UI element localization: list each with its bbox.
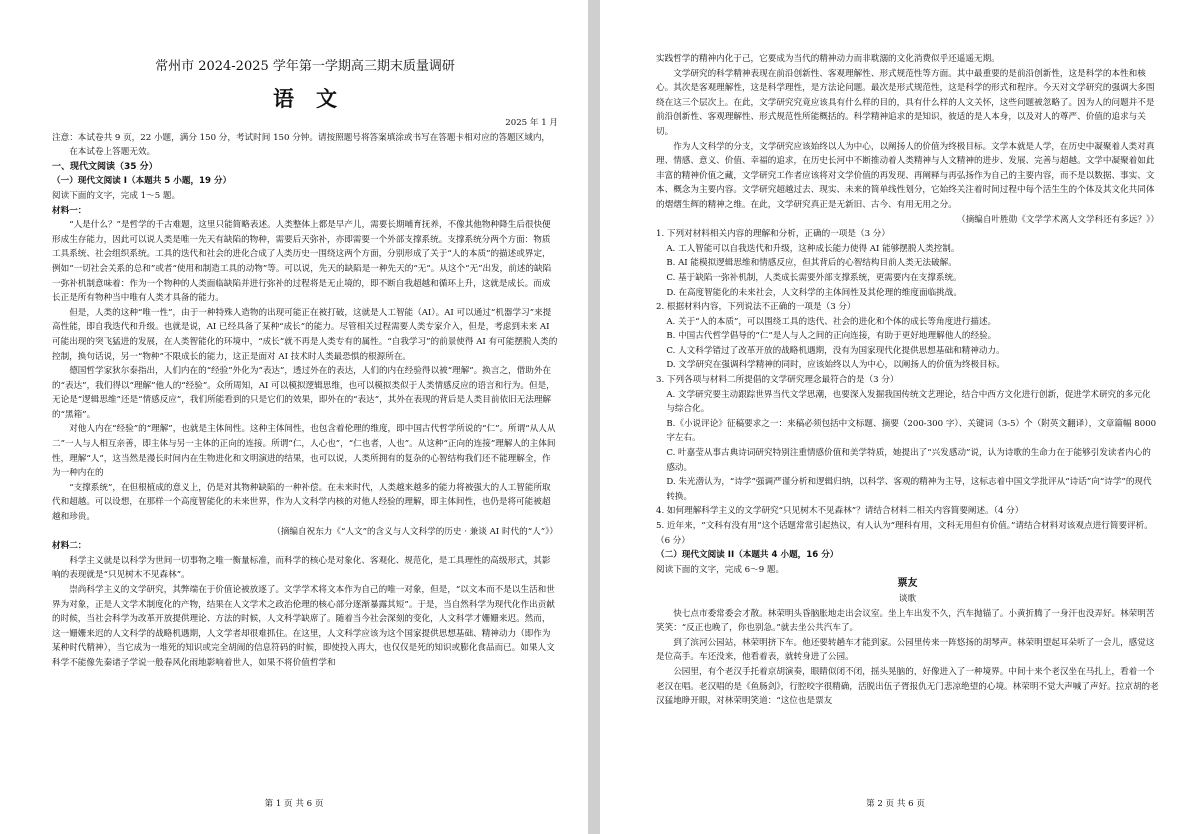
- paragraph: 公园里，有个老汉手托着京胡演奏，眼睛似闭不闭，摇头晃脑的，好像进入了一种境界。中间十来个老汉坐在马扎上，看着一个老汉在唱。老汉唱的是《鱼肠剑》，行腔咬字很精确，活脱出伍子胥报仇无门悲凉绝望的心境。林荣明不觉大声喊了声好。拉京胡的老汉猛地睁开眼，对林荣明笑道：“这位也是票友: [656, 666, 1159, 707]
- subsection-heading: （二）现代文阅读 II（本题共 4 小题，16 分）: [656, 550, 839, 561]
- paragraph: 到了滨河公园站，林荣明挤下车。他还要转趟车才能到家。公园里传来一阵悠扬的胡琴声。林荣明望起耳朵听了一会儿，感觉这是位高手。车还没来，他看着表，就转身进了公园。: [656, 637, 1155, 663]
- answer-option: B.《小说评论》征稿要求之一：来稿必须包括中文标题、摘要（200-300 字）、关键词（3-5）个（附英文翻译），文章篇幅 8000 字左右。: [666, 418, 1157, 444]
- material-label: 材料二：: [52, 541, 87, 552]
- answer-option: D. 在高度智能化的未来社会，人文科学的主体间性及其伦理的维度面临挑战。: [666, 287, 962, 298]
- section-heading: 一、现代文阅读（35 分）: [52, 161, 158, 172]
- story-author: 谈歌: [898, 593, 917, 604]
- subsection-heading: （一）现代文阅读 I（本题共 5 小题，19 分）: [52, 176, 232, 187]
- answer-option: A. 关于“人的本质”，可以围绕工具的迭代、社会的进化和个体的成长等角度进行描述。: [666, 316, 997, 327]
- exam-date: 2025 年 1 月: [505, 118, 558, 128]
- page-divider: [588, 0, 600, 834]
- paragraph: 但是，人类的这种“唯一性”，由于一种特殊人造物的出现可能正在被打破，这就是人工智能（AI）。AI 可以通过“机器学习”来提高性能，即自我迭代和升级。也就是说，AI 已经具备了某种“成长”的能力。尽管相关过程需要人类专家介入，但是，考虑到未来 AI 可能出现的突飞猛进的发展，在人类智能化的环境中，“成长”就不再是人类专有的属性。“自我学习”的前景使得 AI 有可能摆脱人类的控制，换句话说，另一“物种”不限成长的能力，这正是面对 AI 技术时人类最恐惧的根源所在。: [52, 307, 558, 362]
- question-stem: 1. 下列对材料相关内容的理解和分析，正确的一项是（3 分）: [656, 229, 890, 240]
- paragraph: 实践哲学的精神内化于己，它要成为当代的精神动力而非耽溺的文化消费似乎还遥遥无期。: [656, 54, 1000, 64]
- subject-title: 语文: [273, 86, 359, 111]
- answer-option: A. 文学研究要主动跟踪世界当代文学思潮，也要深入发掘我国传统文艺理论，结合中西方文化进行创新，促进学术研究的多元化与综合化。: [666, 389, 1151, 415]
- answer-option: A. 工人智能可以自我迭代和升级，这种成长能力使得 AI 能够摆脱人类控制。: [666, 243, 960, 254]
- exam-title: 常州市 2024-2025 学年第一学期高三期末质量调研: [155, 59, 455, 74]
- exam-notice: 注意：本试卷共 9 页，22 小题，满分 150 分，考试时间 150 分钟。请按照题号将答案填涂或书写在答题卡相对应的答题区域内，在本试卷上答题无效。: [52, 132, 551, 158]
- question-stem: 3. 下列各项与材料二所提倡的文学研究理念最符合的是（3 分）: [656, 375, 899, 386]
- answer-option: C. 基于缺陷一弥补机制，人类成长需要外部支撑系统，更需要内在支撑系统。: [666, 272, 962, 283]
- story-title: 票友: [897, 578, 918, 590]
- answer-option: B. 中国古代哲学倡导的“仁”是人与人之间的正向连接，有助于更好地理解他人的经验。: [666, 331, 997, 342]
- instruction-text: 阅读下面的文字，完成 1～5 题。: [52, 190, 181, 201]
- paragraph: 对他人内在“经验”的“理解”，也就是主体间性。这种主体间性，也包含着伦理的维度，即中国古代哲学所说的“仁”。所谓“从人从二”一人与人相互亲善，即主体与另一主体的正向的连接。所谓“仁，人心也”，“仁也者，人也”。从这种“正向的连接”理解人的主体间性，理解“人”，这当然是漫长时间内在生物进化和文明演进的结果，也可以说，人类所拥有的复杂的心智结构我们还不能理解全，作为一种内在的: [52, 424, 556, 479]
- exam-page-2: [600, 0, 1191, 834]
- question-4: 4. 如何理解科学主义的文学研究“只见树木不见森林”？请结合材料二相关内容简要阐述。（4 分）: [656, 506, 1024, 517]
- source-citation: （摘编自祝东力《“人文”的含义与人文科学的历史 · 兼谈 AI 时代的“人”》）: [272, 526, 558, 537]
- answer-option: D. 朱光潜认为，“诗学”强调严谨分析和逻辑归纳，以科学、客观的精神为主导，这标志着中国文学批评从“诗话”向“诗学”的现代转换。: [666, 477, 1152, 502]
- paragraph: 快七点市委常委会才散。林荣明头昏脑胀地走出会议室。坐上车出发不久，汽车抛锚了。小黄折腾了一身汗也没弄好。林荣明苦笑笑：“反正也晚了，你也别急。”就去坐公共汽车了。: [656, 608, 1155, 634]
- answer-option: D. 文学研究在强调科学精神的同时，应该始终以人为中心，以阐扬人的价值为终极目标。: [666, 360, 1005, 371]
- question-1: [656, 227, 1159, 300]
- answer-option: C. 叶嘉莹从事古典诗词研究特别注重情感价值和美学特质，她提出了“兴发感动”说，认为诗歌的生命力在于能够引发读者内心的感动。: [666, 448, 1151, 473]
- question-3: [656, 373, 1159, 504]
- paragraph: 作为人文科学的分支，文学研究应该始终以人为中心，以阐扬人的价值为终极目标。文学本就是人学，在历史中凝聚着人类对真理、情感、意义、价值、幸福的追求，在历史长河中不断推动着人类精神与人文精神的进步、发展、完善与超越。文学中凝聚着如此丰富的精神价值之藏，文学研究工作者应该将对文学价值的再发现、再阐释与再弘扬作为自己的主要内容，而不是以数据、事实、文本、概念为主要内容。文学研究超越过去、现实、未来的简单线性划分，它始终关注着时间过程中每个活生生的个体及其文化共同体的熠熠生辉的精神之维。在此，文学研究真正是无新旧、古今、有用无用之分。: [656, 141, 1155, 210]
- question-5: 5. 近年来，“文科有没有用”这个话题常常引起热议，有人认为“理科有用，文科无用但有价值。”请结合材料对该观点进行简要评析。（6 分）: [656, 521, 1153, 546]
- paragraph: 文学研究的科学精神表现在前沿创新性、客观理解性、形式规范性等方面。其中最重要的是前沿创新性，这是科学的本性和核心。其次是客观理解性，这是科学理性，是方法论问题。最次是形式规范性，这是科学的形式和程序。今天对文学研究的强调大多围绕在这三个层次上。在此，文学研究究竟应该具有什么样的目的，具有什么样的人文关怀，这些问题被忽略了。因为人的问题并不是前沿创新性、客观理解性、形式规范性所能概括的。科学精神追求的是知识，彼适的是人本身，以及对人的尊严、价值的追求与关切。: [656, 68, 1155, 137]
- answer-option: C. 人文科学错过了改革开放的战略机遇期，没有为国家现代化提供思想基础和精神动力。: [666, 345, 1005, 356]
- source-citation: （摘编自叶胜勋《文学学术离人文学科还有多远？》）: [957, 214, 1159, 225]
- page-footer: 第 1 页 共 6 页: [264, 799, 324, 810]
- paragraph: 崇尚科学主义的文学研究，其弊端在于价值论被放逐了。文学学术将文本作为自己的唯一对象，但是，“以文本而不是以生活和世界为对象，正是人文学术制度化的产物，结果在人文学术之政治伦理的核心部分逐渐暴露其短”。于是，当自然科学为现代化作出贡献的时候，当社会科学为改革开放提供理论、方法的时候，人文科学缺席了。随着当今社会深刻的变化，人文科学才姗姗来迟。然而，这一姗姗来迟的人文科学的战略机遇期，人文学者却很难抓住。在这里，人文科学应该为这个国家提供思想基础、精神动力（即作为某种时代精神），当它成为一堆死的知识或完全胡闹的信息符码的时候，即使投入再大，也仅仅是死的知识或膨化食品而已。如果人文科学不能像先秦诸子学说一般春风化雨地影响着世人，如果不将价值哲学和: [52, 585, 555, 668]
- page-footer: 第 2 页 共 6 页: [866, 799, 925, 810]
- answer-option: B. AI 能模拟逻辑思维和情感反应，但其背后的心智结构目前人类无法破解。: [666, 258, 957, 269]
- instruction-text: 阅读下面的文字，完成 6～9 题。: [656, 564, 785, 575]
- question-stem: 2. 根据材料内容，下列说法不正确的一项是（3 分）: [656, 302, 856, 313]
- question-2: [656, 300, 1159, 373]
- exam-page-1: [0, 0, 588, 834]
- paragraph: 德国哲学家狄尔泰指出，人们内在的“经验”外化为“表达”，透过外在的表达，人们的内在经验得以被“理解”。换言之，借助外在的“表达”，我们得以“理解”他人的“经验”。众所周知，AI 可以模拟逻辑思维，也可以模拟类似于人类情感反应的语言和行为。但是，无论是“逻辑思维”还是“情感反应”，我们所能看到的只是它们的效果，即外在的“表达”，其外在表现的背后是人类目前依旧无法理解的“黑箱”。: [52, 366, 555, 420]
- paragraph: 科学主义就是以科学为世间一切事物之唯一衡量标准，而科学的核心是对象化、客观化、规范化，是工具理性的高级形式，其影响的表现就是“只见树木不见森林”。: [52, 555, 551, 581]
- material-label: 材料一：: [52, 205, 87, 216]
- paragraph: “人是什么？”是哲学的千古难题，这里只能简略表述。人类整体上都是早产儿，需要长期哺育抚养，不像其他物种降生后很快便形成生存能力，因此可以说人类是唯一先天有缺陷的物种，需要后天弥补，亦即需要一个外部支撑系统。支撑系统分两个方面：物质工具系统、社会组织系统。工具的迭代和社会的进化合成了人类历史一围绕这两个方面，分别形成了关于“人的本质”的描述或界定，例如“一切社会关系的总和”或者“使用和制造工具的动物”等。可以说，先天的缺陷是一种先天的“无”。从这个“无”出发，前述的缺陷一弥补机制意味着：作为一个物种的人类面临缺陷并进行弥补的过程将是无止境的，即不断自我超越和循环上升，这就是成长。而成长正是所有物种当中唯有人类才具备的能力。: [52, 220, 552, 304]
- paragraph: “支撑系统”，在但根植成的意义上，仍是对其物种缺陷的一种补偿。在未来时代，人类越来越多的能力将被强大的人工智能所取代和超越。可以设想，在那样一个高度智能化的未来世界，作为人文科学内核的对他人经验的理解，即主体间性，也仍是将可能被超越和珍贵。: [52, 482, 551, 523]
